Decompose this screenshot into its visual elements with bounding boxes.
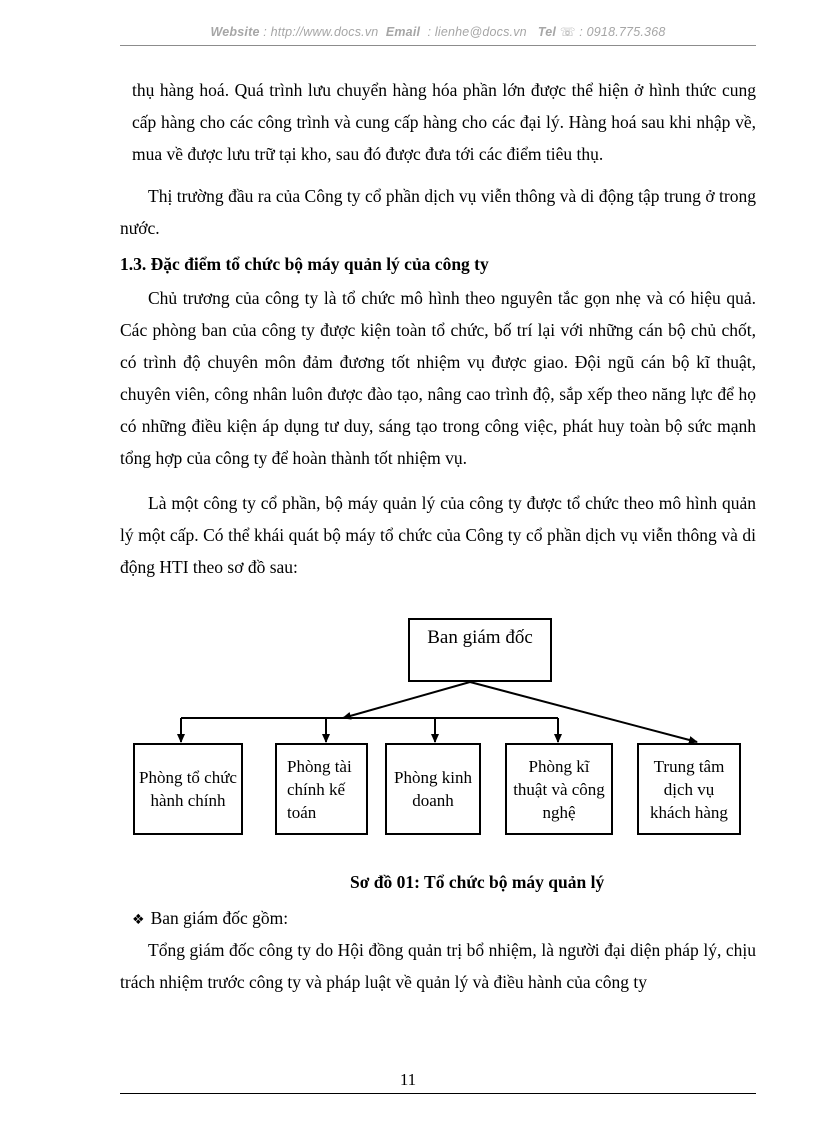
section-heading: 1.3. Đặc điểm tổ chức bộ máy quản lý của công ty <box>120 254 489 274</box>
connector-diagonal-right <box>470 682 697 742</box>
diamond-bullet-icon: ❖ <box>132 912 145 928</box>
tel-label: Tel <box>537 25 557 39</box>
paragraph-2: Thị trường đầu ra của Công ty cổ phần dịch vụ viễn thông và di động tập trung ở trong nước. <box>120 186 756 238</box>
diagram-caption: Sơ đồ 01: Tổ chức bộ máy quản lý <box>350 872 605 892</box>
department-box-technology: Phòng kĩ thuật và công nghệ <box>505 743 613 835</box>
website-value: : http://www.docs.vn <box>263 25 379 39</box>
website-label: Website <box>210 25 260 39</box>
department-box-business: Phòng kinh doanh <box>385 743 481 835</box>
connector-diagonal-left <box>343 682 470 718</box>
bullet-item <box>132 902 288 936</box>
paragraph-3: Chủ trương của công ty là tổ chức mô hình theo nguyên tắc gọn nhẹ và có hiệu quả. Các phòng ban của công ty được kiện toàn tổ chức, bố trí lại với những cán bộ chủ chốt, có trình độ chuyên môn đảm đương tốt nhiệm vụ được giao. Đội ngũ cán bộ kĩ thuật, chuyên viên, công nhân luôn được đào tạo, nâng cao trình độ, sắp xếp theo năng lực để họ có những điều kiện áp dụng tư duy, sáng tạo trong công việc, phát huy toàn bộ sức mạnh tổng hợp của công ty để hoàn thành tốt nhiệm vụ. <box>120 288 756 468</box>
page-number: 11 <box>399 1070 417 1089</box>
paragraph-5: Tổng giám đốc công ty do Hội đồng quản trị bổ nhiệm, là người đại diện pháp lý, chịu trách nhiệm trước công ty và pháp luật về quản lý và điều hành của công ty <box>120 940 756 992</box>
email-value: : lienhe@docs.vn <box>427 25 527 39</box>
department-box-customer-service: Trung tâm dịch vụ khách hàng <box>637 743 741 835</box>
paragraph-4: Là một công ty cổ phần, bộ máy quản lý của công ty được tổ chức theo mô hình quản lý một cấp. Có thể khái quát bộ máy tổ chức của Công ty cổ phần dịch vụ viễn thông và di động HTI theo sơ đồ sau: <box>120 493 756 577</box>
board-of-directors-box: Ban giám đốc <box>408 618 552 682</box>
phone-icon: ☏ <box>559 25 576 39</box>
department-box-finance: Phòng tài chính kế toán <box>275 743 368 835</box>
tel-value: : 0918.775.368 <box>579 25 666 39</box>
paragraph-1: thụ hàng hoá. Quá trình lưu chuyển hàng hóa phần lớn được thể hiện ở hình thức cung cấp hàng cho các công trình và cung cấp hàng cho các đại lý. Hàng hoá sau khi nhập về, mua về được lưu trữ tại kho, sau đó được đưa tới các điểm tiêu thụ. <box>132 80 756 164</box>
bullet-text: Ban giám đốc gồm: <box>150 908 289 928</box>
department-box-admin: Phòng tổ chức hành chính <box>133 743 243 835</box>
footer-divider <box>120 1093 756 1094</box>
email-label: Email <box>385 25 421 39</box>
